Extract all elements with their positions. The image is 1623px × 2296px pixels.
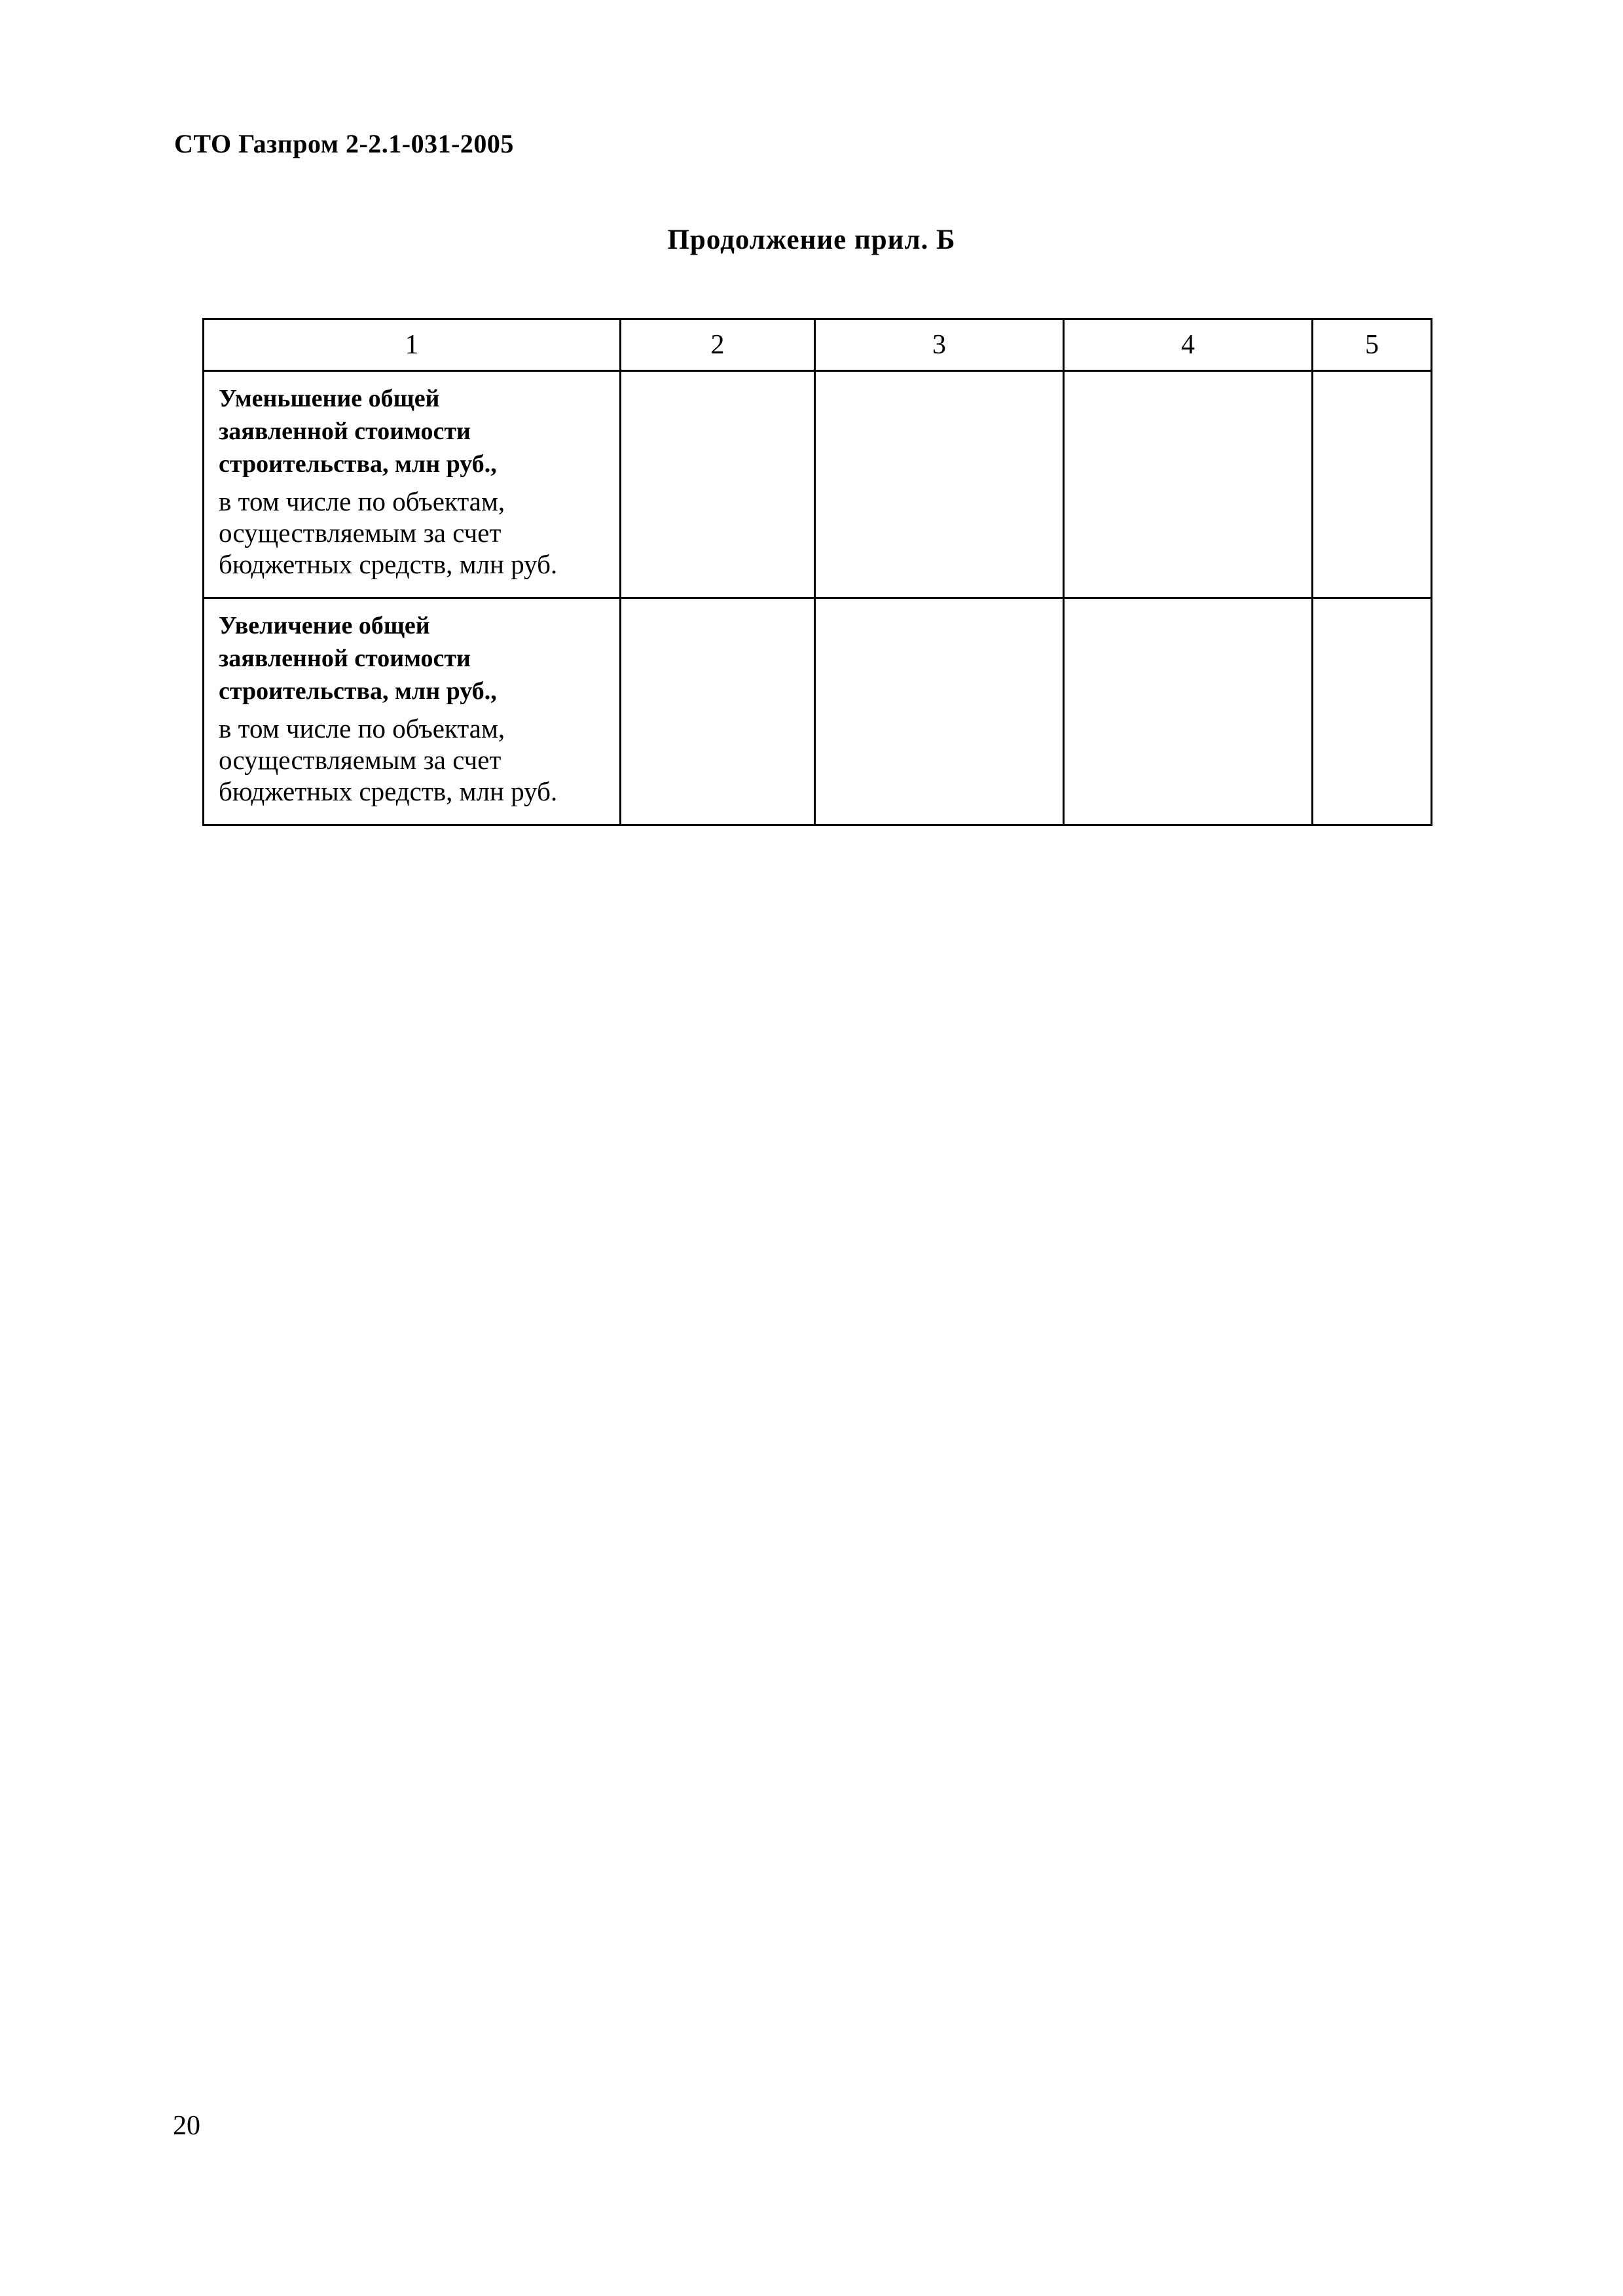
column-header-5: 5 (1313, 319, 1432, 371)
table-cell (815, 598, 1064, 825)
row-label-bold (219, 382, 611, 480)
table-row (204, 598, 1432, 825)
table-cell (815, 371, 1064, 598)
row-label-line: бюджетных средств, млн руб. (219, 776, 558, 806)
appendix-table (202, 318, 1432, 826)
row-label-line: в том числе по объектам, (219, 713, 505, 744)
row-label-increase (204, 598, 621, 825)
row-label-line: бюджетных средств, млн руб. (219, 549, 558, 579)
row-label-plain (219, 486, 611, 580)
row-label-bold (219, 609, 611, 708)
table-cell (1064, 598, 1313, 825)
row-label-plain (219, 713, 611, 807)
column-header-2: 2 (621, 319, 815, 371)
row-label-line: Увеличение общей (219, 612, 430, 639)
row-label-line: в том числе по объектам, (219, 486, 505, 516)
table-cell (621, 598, 815, 825)
table-cell (1313, 598, 1432, 825)
column-header-3: 3 (815, 319, 1064, 371)
continuation-title: Продолжение прил. Б (667, 224, 956, 255)
table-cell (621, 371, 815, 598)
row-label-line: строительства, млн руб., (219, 450, 497, 478)
table-row (204, 371, 1432, 598)
document-code: СТО Газпром 2-2.1-031-2005 (174, 129, 514, 158)
row-label-decrease (204, 371, 621, 598)
row-label-line: осуществляемым за счет (219, 745, 501, 775)
column-header-1: 1 (204, 319, 621, 371)
table-cell (1313, 371, 1432, 598)
row-label-line: заявленной стоимости (219, 418, 471, 445)
row-label-line: осуществляемым за счет (219, 518, 501, 548)
row-label-line: заявленной стоимости (219, 645, 471, 672)
column-header-4: 4 (1064, 319, 1313, 371)
row-label-line: строительства, млн руб., (219, 677, 497, 705)
row-label-line: Уменьшение общей (219, 385, 440, 412)
page-number: 20 (173, 2111, 200, 2141)
table-cell (1064, 371, 1313, 598)
table-header-row (204, 319, 1432, 371)
